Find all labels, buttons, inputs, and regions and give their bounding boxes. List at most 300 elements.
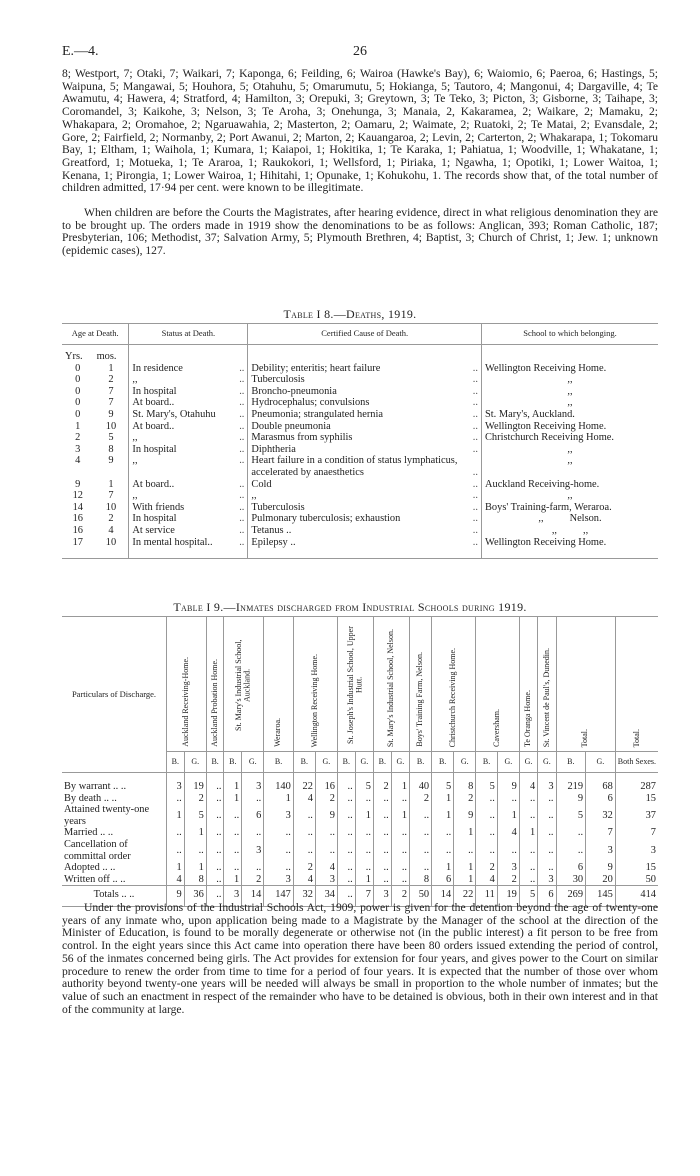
sex-subheader: G.	[519, 752, 537, 773]
school-cell	[482, 490, 659, 502]
value-cell: 6	[556, 862, 586, 874]
value-cell: 15	[615, 793, 658, 805]
table-row	[62, 827, 658, 839]
particular-label: By death .. ..	[64, 792, 117, 804]
sex-subheader: G.	[538, 752, 556, 773]
age-months-text: 2	[108, 513, 114, 525]
age-years-cell	[62, 421, 94, 433]
age-months-text: 5	[108, 432, 114, 444]
age-years-cell	[62, 479, 94, 491]
age-years-text: 0	[75, 385, 81, 397]
cause-cell: Tuberculosis ..	[248, 502, 482, 514]
age-years-text: 12	[72, 490, 83, 502]
school-name: Weraroa.	[273, 718, 283, 747]
value-cell: ..	[337, 781, 355, 793]
value-cell: 3	[264, 804, 294, 827]
value-cell: ..	[224, 827, 242, 839]
value-cell: ..	[556, 839, 586, 862]
value-cell: ..	[391, 874, 409, 886]
age-months-cell	[94, 502, 129, 514]
value-cell: 5	[519, 886, 537, 907]
value-cell: ..	[355, 827, 373, 839]
value-cell: 2	[293, 862, 315, 874]
table-row	[62, 525, 658, 537]
value-cell: 3	[167, 781, 185, 793]
status-cell: In hospital ..	[129, 444, 248, 456]
value-cell: ..	[538, 804, 556, 827]
table-row	[62, 479, 658, 491]
document-reference: E.—4.	[62, 44, 99, 59]
age-months-text: 4	[108, 524, 114, 536]
age-years-text: 0	[75, 397, 81, 409]
status-text: At service	[132, 524, 175, 536]
school-cell	[482, 363, 659, 375]
value-cell: 9	[454, 804, 476, 827]
school-column-header	[224, 617, 264, 752]
value-cell: 4	[293, 793, 315, 805]
value-cell: 2	[184, 793, 206, 805]
value-cell: 19	[497, 886, 519, 907]
value-cell: ..	[374, 874, 392, 886]
value-cell: ..	[538, 839, 556, 862]
value-cell: 1	[391, 781, 409, 793]
value-cell: ..	[242, 793, 264, 805]
age-months-cell	[94, 374, 129, 386]
value-cell: 32	[586, 804, 616, 827]
status-cell: In hospital ..	[129, 386, 248, 398]
value-cell: 1	[454, 862, 476, 874]
value-cell: ..	[391, 839, 409, 862]
value-cell: 3	[586, 839, 616, 862]
age-years-cell	[62, 525, 94, 537]
school-cell	[482, 409, 659, 421]
value-cell: 3	[374, 886, 392, 907]
value-cell: 3	[242, 781, 264, 793]
value-cell: 1	[391, 804, 409, 827]
school-name: Wellington Receiving Home.	[310, 653, 320, 747]
value-cell: 9	[497, 781, 519, 793]
col-particulars: Particulars of Discharge.	[62, 617, 167, 773]
sex-subheader: G.	[242, 752, 264, 773]
value-cell: ..	[337, 886, 355, 907]
cause-cell: Pneumonia; strangulated hernia ..	[248, 409, 482, 421]
value-cell: ..	[497, 839, 519, 862]
value-cell: 4	[167, 874, 185, 886]
cause-text: Heart failure in a condition of status lymphaticus, accelerated by anaesthetics	[251, 455, 458, 478]
school-text: ,,	[567, 374, 573, 386]
value-cell: 1	[497, 804, 519, 827]
cause-cell: Hydrocephalus; convulsions ..	[248, 397, 482, 409]
age-months-cell	[94, 490, 129, 502]
value-cell: ..	[432, 839, 454, 862]
particular-label: By warrant .. ..	[64, 781, 127, 792]
value-cell: ..	[337, 793, 355, 805]
school-text: Wellington Receiving Home.	[485, 362, 607, 374]
value-cell: ..	[264, 862, 294, 874]
school-cell	[482, 525, 659, 537]
value-cell: ..	[432, 827, 454, 839]
school-cell	[482, 421, 659, 433]
particular-label: Adopted .. ..	[64, 862, 116, 874]
cause-cell: Marasmus from syphilis ..	[248, 432, 482, 444]
age-months-cell	[94, 525, 129, 537]
status-text: In hospital	[132, 385, 177, 397]
value-cell: 2	[454, 793, 476, 805]
cause-text: Hydrocephalus; convulsions	[251, 397, 370, 409]
sex-subheader: B.	[206, 752, 224, 773]
value-cell: 4	[497, 827, 519, 839]
paragraph-localities: 8; Westport, 7; Otaki, 7; Waikari, 7; Kaponga, 6; Feilding, 6; Wairoa (Hawke's Bay), 6; Waiomio, 6; Paeroa, 6; Hastings, 5; Waipuna, 5; Mangawai, 5; Houhora, 5; Otahuhu, 5; Omarumutu, 5; Hokianga, 5; Tautoro, 4; Mangonui, 4; Dargaville, 4; Te Awamutu, 4; Hawera, 4; Stratford, 4; Hamilton, 3; Orepuki, 3; Greytown, 3; Te Teko, 3; Picton, 3; Gisborne, 3; Taihape, 3; Coromandel, 3; Kaikohe, 3; Nelson, 3; Te Aroha, 3; Onehunga, 3; Manaia, 2, Kakaramea, 2; Waikare, 2; Mamaku, 2; Whakapara, 2; Oromahoe, 2; Ngaruawahia, 2; Masterton, 2; Oamaru, 2; Waimate, 2; Ruatoki, 2; Te Matai, 2; Evansdale, 2; Gore, 2; Fairfield, 2; Normanby, 2; Port Awanui, 2; Marton, 2; Kauangaroa, 2; Levin, 2; Carterton, 2; Whakarapa, 1; Tokomaru Bay, 1; Eltham, 1; Waihola, 1; Kumara, 1; Kaiapoi, 1; Hokitika, 1; Te Karaka, 1; Pahiatua, 1; Woodville, 1; Whakatane, 1; Greatford, 1; Motueka, 1; Te Araroa, 1; Raukokori, 1; Wellsford, 1; Piriaka, 1; Ngawha, 1; Opotiki, 1; Lower Waitoa, 1; Kenana, 1; Pirongia, 1; Lower Wairoa, 1; Hihitahi, 1; Opunake, 1; Kohukohu, 1. The records show that, of the total number of children admitted, 17·94 per cent. were known to be illegitimate.	[62, 67, 658, 195]
value-cell: 11	[476, 886, 498, 907]
school-name: St. Joseph's Industrial School, Upper Hutt.	[345, 626, 364, 744]
age-years-cell	[62, 490, 94, 502]
value-cell: 3	[315, 874, 337, 886]
age-years-cell	[62, 444, 94, 456]
value-cell: ..	[391, 827, 409, 839]
value-cell: 3	[264, 874, 294, 886]
school-cell	[482, 537, 659, 549]
value-cell: 2	[497, 874, 519, 886]
age-years-cell	[62, 386, 94, 398]
value-cell: ..	[374, 839, 392, 862]
value-cell: ..	[242, 862, 264, 874]
status-cell: ,, ..	[129, 455, 248, 478]
value-cell: ..	[519, 862, 537, 874]
table-row	[62, 444, 658, 456]
school-text: Boys' Training-farm, Weraroa.	[485, 501, 612, 513]
status-text: ,,	[132, 490, 138, 502]
value-cell: 20	[586, 874, 616, 886]
school-column-header	[410, 617, 432, 752]
cause-text: Broncho-pneumonia	[251, 385, 337, 397]
sex-subheader: Both Sexes.	[615, 752, 658, 773]
cause-text: Tuberculosis	[251, 374, 305, 386]
value-cell: 7	[615, 827, 658, 839]
school-name: Boys' Training Farm, Nelson.	[415, 652, 425, 747]
value-cell: ..	[167, 839, 185, 862]
value-cell: ..	[337, 862, 355, 874]
value-cell: 9	[315, 804, 337, 827]
value-cell: ..	[519, 839, 537, 862]
age-months-text: 10	[105, 420, 117, 432]
cause-cell: Tuberculosis ..	[248, 374, 482, 386]
status-text: ,,	[132, 455, 138, 467]
sex-subheader: G.	[391, 752, 409, 773]
school-text: Christchurch Receiving Home.	[485, 432, 614, 444]
table-row	[62, 537, 658, 549]
status-text: St. Mary's, Otahuhu	[132, 408, 216, 420]
age-months-text: 9	[108, 455, 114, 467]
value-cell: ..	[224, 839, 242, 862]
value-cell: ..	[374, 862, 392, 874]
school-column-header	[615, 617, 658, 752]
value-cell: ..	[264, 827, 294, 839]
discharges-table	[62, 616, 658, 907]
value-cell: ..	[476, 827, 498, 839]
value-cell: ..	[410, 862, 432, 874]
value-cell: 1	[224, 793, 242, 805]
age-years-text: 0	[75, 408, 81, 420]
value-cell: ..	[374, 793, 392, 805]
table-row	[62, 793, 658, 805]
status-text: ,,	[132, 432, 138, 444]
age-years-text: 9	[75, 478, 81, 490]
table-row	[62, 502, 658, 514]
cause-text: Marasmus from syphilis	[251, 432, 353, 444]
status-cell: At service ..	[129, 525, 248, 537]
value-cell: 6	[242, 804, 264, 827]
cause-text: Epilepsy ..	[251, 536, 296, 548]
age-months-text: 7	[108, 397, 114, 409]
age-months-cell	[94, 409, 129, 421]
cause-cell: Cold ..	[248, 479, 482, 491]
age-years-cell	[62, 502, 94, 514]
school-name: Te Oranga Home.	[523, 690, 533, 747]
age-months-cell	[94, 386, 129, 398]
school-text: ,, ,,	[551, 524, 589, 536]
age-months-cell	[94, 479, 129, 491]
status-cell: ,, ..	[129, 490, 248, 502]
table-row	[62, 874, 658, 886]
value-cell: 1	[355, 874, 373, 886]
value-cell: 140	[264, 781, 294, 793]
value-cell: 9	[556, 793, 586, 805]
school-column-header	[167, 617, 207, 752]
table8-title: Table I 8.—Deaths, 1919.	[283, 307, 417, 321]
status-cell: ,, ..	[129, 374, 248, 386]
value-cell: 1	[264, 793, 294, 805]
value-cell: 2	[476, 862, 498, 874]
status-cell: In residence ..	[129, 363, 248, 375]
sex-subheader: B.	[293, 752, 315, 773]
school-column-header	[538, 617, 556, 752]
value-cell: ..	[206, 827, 224, 839]
value-cell: 6	[586, 793, 616, 805]
sex-subheader: G.	[184, 752, 206, 773]
value-cell: 147	[264, 886, 294, 907]
value-cell: 1	[454, 827, 476, 839]
value-cell: 7	[355, 886, 373, 907]
value-cell: ..	[337, 827, 355, 839]
value-cell: ..	[206, 886, 224, 907]
school-column-header	[374, 617, 410, 752]
status-text: ,,	[132, 374, 138, 386]
value-cell: 6	[538, 886, 556, 907]
col-status: Status at Death.	[129, 324, 248, 345]
table-row	[62, 374, 658, 386]
sex-subheader: G.	[355, 752, 373, 773]
school-name: Caversham.	[492, 709, 502, 747]
school-column-header	[519, 617, 537, 752]
value-cell: 14	[432, 886, 454, 907]
value-cell: 269	[556, 886, 586, 907]
cause-cell: Heart failure in a condition of status lymphaticus, accelerated by anaesthetics ..	[248, 455, 482, 478]
page-number: 26	[353, 44, 367, 59]
school-column-header	[206, 617, 224, 752]
age-years-text: 0	[75, 362, 81, 374]
sex-subheader: G.	[586, 752, 616, 773]
value-cell: 6	[432, 874, 454, 886]
table-row	[62, 839, 658, 862]
sex-subheader: G.	[454, 752, 476, 773]
value-cell: ..	[556, 827, 586, 839]
value-cell: 1	[355, 804, 373, 827]
school-name: St. Mary's Industrial School, Nelson.	[386, 628, 396, 747]
cause-text: Double pneumonia	[251, 420, 331, 432]
value-cell: 40	[410, 781, 432, 793]
age-years-text: 16	[72, 524, 83, 536]
value-cell: ..	[538, 793, 556, 805]
age-months-cell	[94, 397, 129, 409]
value-cell: ..	[293, 804, 315, 827]
value-cell: 145	[586, 886, 616, 907]
age-months-text: 8	[108, 443, 114, 455]
value-cell: ..	[476, 839, 498, 862]
value-cell: 34	[315, 886, 337, 907]
sex-subheader: B.	[167, 752, 185, 773]
value-cell: ..	[374, 804, 392, 827]
age-months-text: 1	[108, 478, 114, 490]
age-years-text: 14	[72, 501, 83, 513]
value-cell: 7	[586, 827, 616, 839]
col-cause: Certified Cause of Death.	[248, 324, 482, 345]
age-months-cell	[94, 513, 129, 525]
value-cell: 1	[167, 804, 185, 827]
school-name: Total.	[580, 728, 590, 747]
value-cell: ..	[538, 827, 556, 839]
school-cell	[482, 502, 659, 514]
school-column-header	[293, 617, 337, 752]
value-cell: 1	[432, 793, 454, 805]
status-cell: ,, ..	[129, 432, 248, 444]
value-cell: ..	[224, 862, 242, 874]
age-years-cell	[62, 513, 94, 525]
age-months-cell	[94, 421, 129, 433]
value-cell: ..	[355, 862, 373, 874]
value-cell: ..	[337, 804, 355, 827]
school-column-header	[264, 617, 294, 752]
age-months-text: 9	[108, 408, 114, 420]
status-text: In residence	[132, 362, 183, 374]
value-cell: 16	[315, 781, 337, 793]
value-cell: 1	[454, 874, 476, 886]
cause-text: Tetanus ..	[251, 524, 292, 536]
value-cell: 50	[410, 886, 432, 907]
status-cell: At board.. ..	[129, 421, 248, 433]
school-text: ,,	[567, 385, 573, 397]
cause-text: Debility; enteritis; heart failure	[251, 362, 381, 374]
page-header	[62, 44, 658, 60]
value-cell: 2	[374, 781, 392, 793]
age-months-text: 7	[108, 490, 114, 502]
age-months-text: 2	[108, 374, 114, 386]
cause-text: Diphtheria	[251, 443, 296, 455]
value-cell: 414	[615, 886, 658, 907]
value-cell: ..	[206, 781, 224, 793]
value-cell: ..	[355, 839, 373, 862]
value-cell: 22	[293, 781, 315, 793]
school-cell	[482, 386, 659, 398]
value-cell: 5	[355, 781, 373, 793]
age-months-text: 10	[105, 536, 117, 548]
value-cell: ..	[391, 793, 409, 805]
deaths-table	[62, 323, 658, 559]
value-cell: 1	[224, 874, 242, 886]
cause-text: Pulmonary tuberculosis; exhaustion	[251, 513, 401, 525]
value-cell: 1	[224, 781, 242, 793]
school-column-header	[476, 617, 520, 752]
age-years-text: 17	[72, 536, 83, 548]
sex-subheader: B.	[337, 752, 355, 773]
age-years-cell	[62, 397, 94, 409]
school-text: Wellington Receiving Home.	[485, 420, 607, 432]
value-cell: ..	[206, 874, 224, 886]
cause-cell: Epilepsy .. ..	[248, 537, 482, 549]
school-text: ,,	[567, 490, 573, 502]
age-months-text: 10	[105, 501, 117, 513]
col-school: School to which belonging.	[482, 324, 659, 345]
value-cell: 3	[497, 862, 519, 874]
age-years-cell	[62, 455, 94, 478]
cause-cell: Diphtheria ..	[248, 444, 482, 456]
value-cell: ..	[264, 839, 294, 862]
value-cell: 19	[184, 781, 206, 793]
status-cell: At board.. ..	[129, 479, 248, 491]
value-cell: 3	[242, 839, 264, 862]
school-cell	[482, 455, 659, 478]
paragraph-detention: Under the provisions of the Industrial Schools Act, 1909, power is given for the detention beyond the age of twenty-one years of any inmate who, upon application being made to a Magistrate by the Manager of the school at the direction of the Minister of Education, is found to be morally degenerate or otherwise not (in the public interest) a fit person to be free from control. In the eight years since this Act came into operation there have been 80 orders issued extending the period of control, 56 of the inmates concerned being girls. The Act provides for extension for four years, and gives power to the Court on similar procedure to renew the order from time to time for a period of four years. It is expected that the number of those over whom authority beyond twenty-one years will be needed will always be small in proportion to the whole number of inmates; but the value of such an enactment in respect of the remainder who have to be detained is obvious, both in their own interest and in that of the community at large.	[62, 901, 658, 1016]
table-row	[62, 455, 658, 478]
school-column-header	[556, 617, 615, 752]
age-years-text: 16	[72, 513, 83, 525]
table-row	[62, 781, 658, 793]
table-row	[62, 397, 658, 409]
value-cell: 5	[432, 781, 454, 793]
value-cell: 3	[538, 781, 556, 793]
value-cell: ..	[315, 827, 337, 839]
value-cell: 68	[586, 781, 616, 793]
value-cell: ..	[167, 793, 185, 805]
school-text: St. Mary's, Auckland.	[485, 408, 575, 420]
value-cell: 8	[410, 874, 432, 886]
cause-cell: Double pneumonia ..	[248, 421, 482, 433]
value-cell: ..	[167, 827, 185, 839]
table-row	[62, 432, 658, 444]
cause-cell: ,, ..	[248, 490, 482, 502]
value-cell: ..	[519, 874, 537, 886]
value-cell: 4	[293, 874, 315, 886]
value-cell: 219	[556, 781, 586, 793]
value-cell: 8	[184, 874, 206, 886]
value-cell: 1	[184, 827, 206, 839]
value-cell: 5	[184, 804, 206, 827]
unit-months: mos.	[96, 351, 117, 362]
age-years-text: 2	[75, 432, 81, 444]
value-cell: ..	[206, 839, 224, 862]
value-cell: 36	[184, 886, 206, 907]
value-cell: ..	[410, 839, 432, 862]
value-cell: 22	[454, 886, 476, 907]
age-years-text: 4	[75, 455, 81, 467]
school-cell	[482, 374, 659, 386]
value-cell: 5	[476, 781, 498, 793]
value-cell: 30	[556, 874, 586, 886]
status-text: At board..	[132, 420, 175, 432]
table-row	[62, 409, 658, 421]
value-cell: 1	[184, 862, 206, 874]
school-cell	[482, 444, 659, 456]
age-months-cell	[94, 537, 129, 549]
